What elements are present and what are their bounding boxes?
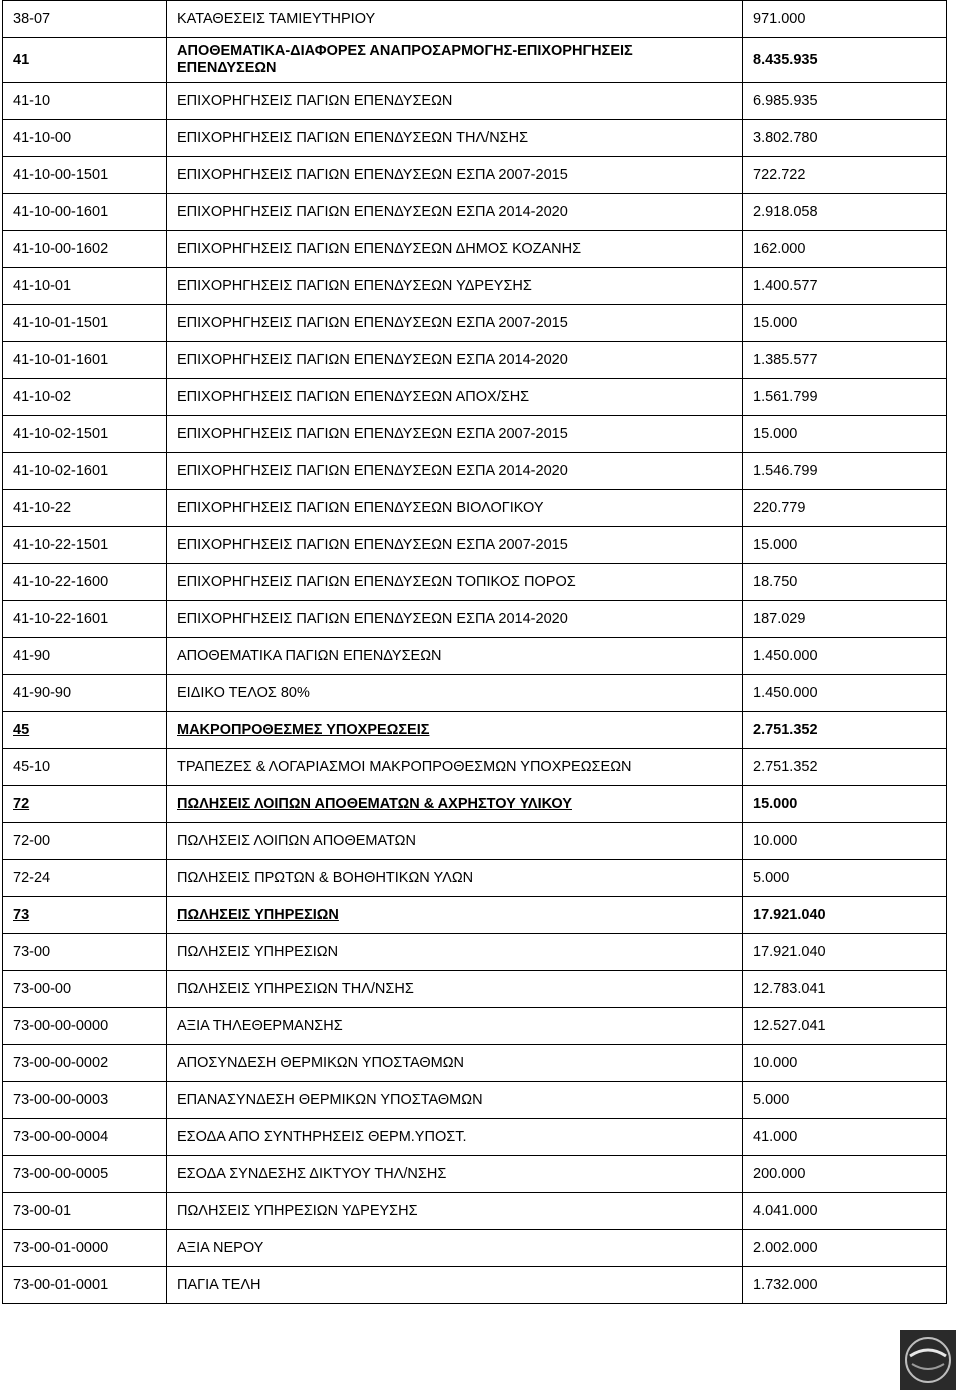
account-code-cell: 41-10-00-1501 xyxy=(3,157,167,194)
table-row xyxy=(3,1,947,38)
account-code-cell: 73-00-01-0001 xyxy=(3,1267,167,1304)
table-row xyxy=(3,1267,947,1304)
description-cell: ΠΩΛΗΣΕΙΣ ΥΠΗΡΕΣΙΩΝ xyxy=(167,934,743,971)
budget-table-body xyxy=(3,1,947,1304)
account-code-cell: 41-10-00 xyxy=(3,120,167,157)
amount-cell: 1.561.799 xyxy=(743,379,947,416)
account-code-cell: 41-10-02 xyxy=(3,379,167,416)
table-row xyxy=(3,1156,947,1193)
description-cell: ΕΠΙΧΟΡΗΓΗΣΕΙΣ ΠΑΓΙΩΝ ΕΠΕΝΔΥΣΕΩΝ ΤΗΛ/ΝΣΗΣ xyxy=(167,120,743,157)
table-row xyxy=(3,638,947,675)
description-cell: ΕΠΙΧΟΡΗΓΗΣΕΙΣ ΠΑΓΙΩΝ ΕΠΕΝΔΥΣΕΩΝ ΕΣΠΑ 2007-2015 xyxy=(167,527,743,564)
account-code-cell: 41-10-01-1601 xyxy=(3,342,167,379)
table-row xyxy=(3,749,947,786)
description-cell: ΕΙΔΙΚΟ ΤΕΛΟΣ 80% xyxy=(167,675,743,712)
account-code-cell: 41-10-00-1602 xyxy=(3,231,167,268)
description-cell: ΕΠΙΧΟΡΗΓΗΣΕΙΣ ΠΑΓΙΩΝ ΕΠΕΝΔΥΣΕΩΝ ΕΣΠΑ 2007-2015 xyxy=(167,305,743,342)
account-code-cell: 41-10-02-1601 xyxy=(3,453,167,490)
account-code-cell: 73-00-01 xyxy=(3,1193,167,1230)
account-code-cell: 41-10-02-1501 xyxy=(3,416,167,453)
amount-cell: 2.751.352 xyxy=(743,712,947,749)
description-cell: ΕΠΙΧΟΡΗΓΗΣΕΙΣ ΠΑΓΙΩΝ ΕΠΕΝΔΥΣΕΩΝ ΔΗΜΟΣ ΚΟΖΑΝΗΣ xyxy=(167,231,743,268)
account-code-cell: 41-10 xyxy=(3,83,167,120)
amount-cell: 3.802.780 xyxy=(743,120,947,157)
account-code-cell: 73-00 xyxy=(3,934,167,971)
amount-cell: 1.450.000 xyxy=(743,675,947,712)
table-row xyxy=(3,823,947,860)
amount-cell: 10.000 xyxy=(743,1045,947,1082)
description-cell: ΕΠΑΝΑΣΥΝΔΕΣΗ ΘΕΡΜΙΚΩΝ ΥΠΟΣΤΑΘΜΩΝ xyxy=(167,1082,743,1119)
description-cell: ΠΩΛΗΣΕΙΣ ΥΠΗΡΕΣΙΩΝ xyxy=(167,897,743,934)
amount-cell: 722.722 xyxy=(743,157,947,194)
table-row xyxy=(3,897,947,934)
table-row xyxy=(3,83,947,120)
account-code-cell: 73 xyxy=(3,897,167,934)
table-row xyxy=(3,1082,947,1119)
table-row xyxy=(3,601,947,638)
description-cell: ΤΡΑΠΕΖΕΣ & ΛΟΓΑΡΙΑΣΜΟΙ ΜΑΚΡΟΠΡΟΘΕΣΜΩΝ ΥΠΟΧΡΕΩΣΕΩΝ xyxy=(167,749,743,786)
description-cell: ΠΩΛΗΣΕΙΣ ΥΠΗΡΕΣΙΩΝ ΤΗΛ/ΝΣΗΣ xyxy=(167,971,743,1008)
amount-cell: 12.783.041 xyxy=(743,971,947,1008)
account-code-cell: 73-00-00-0004 xyxy=(3,1119,167,1156)
description-cell: ΠΩΛΗΣΕΙΣ ΛΟΙΠΩΝ ΑΠΟΘΕΜΑΤΩΝ xyxy=(167,823,743,860)
amount-cell: 2.918.058 xyxy=(743,194,947,231)
table-row xyxy=(3,1045,947,1082)
amount-cell: 12.527.041 xyxy=(743,1008,947,1045)
account-code-cell: 41-10-22 xyxy=(3,490,167,527)
table-row xyxy=(3,527,947,564)
table-row xyxy=(3,305,947,342)
account-code-cell: 73-00-01-0000 xyxy=(3,1230,167,1267)
description-cell: ΕΣΟΔΑ ΣΥΝΔΕΣΗΣ ΔΙΚΤΥΟΥ ΤΗΛ/ΝΣΗΣ xyxy=(167,1156,743,1193)
account-code-cell: 41-90 xyxy=(3,638,167,675)
amount-cell: 41.000 xyxy=(743,1119,947,1156)
amount-cell: 5.000 xyxy=(743,860,947,897)
table-row xyxy=(3,712,947,749)
amount-cell: 1.546.799 xyxy=(743,453,947,490)
account-code-cell: 41-10-22-1600 xyxy=(3,564,167,601)
amount-cell: 4.041.000 xyxy=(743,1193,947,1230)
description-cell: ΕΠΙΧΟΡΗΓΗΣΕΙΣ ΠΑΓΙΩΝ ΕΠΕΝΔΥΣΕΩΝ ΕΣΠΑ 2014-2020 xyxy=(167,601,743,638)
account-code-cell: 72-00 xyxy=(3,823,167,860)
description-cell: ΕΠΙΧΟΡΗΓΗΣΕΙΣ ΠΑΓΙΩΝ ΕΠΕΝΔΥΣΕΩΝ ΕΣΠΑ 2014-2020 xyxy=(167,342,743,379)
description-cell: ΑΠΟΘΕΜΑΤΙΚΑ ΠΑΓΙΩΝ ΕΠΕΝΔΥΣΕΩΝ xyxy=(167,638,743,675)
amount-cell: 10.000 xyxy=(743,823,947,860)
table-row xyxy=(3,157,947,194)
amount-cell: 17.921.040 xyxy=(743,897,947,934)
description-cell: ΕΠΙΧΟΡΗΓΗΣΕΙΣ ΠΑΓΙΩΝ ΕΠΕΝΔΥΣΕΩΝ ΒΙΟΛΟΓΙΚΟΥ xyxy=(167,490,743,527)
table-row xyxy=(3,786,947,823)
table-row xyxy=(3,38,947,83)
description-cell: ΜΑΚΡΟΠΡΟΘΕΣΜΕΣ ΥΠΟΧΡΕΩΣΕΙΣ xyxy=(167,712,743,749)
amount-cell: 15.000 xyxy=(743,305,947,342)
table-row xyxy=(3,1193,947,1230)
amount-cell: 17.921.040 xyxy=(743,934,947,971)
description-cell: ΑΠΟΘΕΜΑΤΙΚΑ-ΔΙΑΦΟΡΕΣ ΑΝΑΠΡΟΣΑΡΜΟΓΗΣ-ΕΠΙΧΟΡΗΓΗΣΕΙΣ ΕΠΕΝΔΥΣΕΩΝ xyxy=(167,38,743,83)
description-cell: ΑΠΟΣΥΝΔΕΣΗ ΘΕΡΜΙΚΩΝ ΥΠΟΣΤΑΘΜΩΝ xyxy=(167,1045,743,1082)
amount-cell: 6.985.935 xyxy=(743,83,947,120)
amount-cell: 220.779 xyxy=(743,490,947,527)
description-cell: ΕΣΟΔΑ ΑΠΟ ΣΥΝΤΗΡΗΣΕΙΣ ΘΕΡΜ.ΥΠΟΣΤ. xyxy=(167,1119,743,1156)
amount-cell: 15.000 xyxy=(743,527,947,564)
amount-cell: 15.000 xyxy=(743,786,947,823)
table-row xyxy=(3,120,947,157)
amount-cell: 1.450.000 xyxy=(743,638,947,675)
table-row xyxy=(3,1230,947,1267)
table-row xyxy=(3,342,947,379)
amount-cell: 18.750 xyxy=(743,564,947,601)
description-cell: ΕΠΙΧΟΡΗΓΗΣΕΙΣ ΠΑΓΙΩΝ ΕΠΕΝΔΥΣΕΩΝ ΕΣΠΑ 2007-2015 xyxy=(167,157,743,194)
amount-cell: 162.000 xyxy=(743,231,947,268)
account-code-cell: 73-00-00-0005 xyxy=(3,1156,167,1193)
amount-cell: 5.000 xyxy=(743,1082,947,1119)
account-code-cell: 72-24 xyxy=(3,860,167,897)
table-row xyxy=(3,379,947,416)
account-code-cell: 38-07 xyxy=(3,1,167,38)
amount-cell: 1.400.577 xyxy=(743,268,947,305)
account-code-cell: 45-10 xyxy=(3,749,167,786)
account-code-cell: 41 xyxy=(3,38,167,83)
description-cell: ΠΑΓΙΑ ΤΕΛΗ xyxy=(167,1267,743,1304)
table-row xyxy=(3,860,947,897)
amount-cell: 187.029 xyxy=(743,601,947,638)
account-code-cell: 73-00-00 xyxy=(3,971,167,1008)
amount-cell: 1.732.000 xyxy=(743,1267,947,1304)
table-row xyxy=(3,416,947,453)
description-cell: ΕΠΙΧΟΡΗΓΗΣΕΙΣ ΠΑΓΙΩΝ ΕΠΕΝΔΥΣΕΩΝ xyxy=(167,83,743,120)
description-cell: ΚΑΤΑΘΕΣΕΙΣ ΤΑΜΙΕΥΤΗΡΙΟΥ xyxy=(167,1,743,38)
account-code-cell: 72 xyxy=(3,786,167,823)
account-code-cell: 73-00-00-0003 xyxy=(3,1082,167,1119)
account-code-cell: 73-00-00-0002 xyxy=(3,1045,167,1082)
table-row xyxy=(3,564,947,601)
amount-cell: 15.000 xyxy=(743,416,947,453)
amount-cell: 2.002.000 xyxy=(743,1230,947,1267)
description-cell: ΑΞΙΑ ΝΕΡΟΥ xyxy=(167,1230,743,1267)
account-code-cell: 41-10-01 xyxy=(3,268,167,305)
description-cell: ΕΠΙΧΟΡΗΓΗΣΕΙΣ ΠΑΓΙΩΝ ΕΠΕΝΔΥΣΕΩΝ ΑΠΟΧ/ΣΗΣ xyxy=(167,379,743,416)
table-row xyxy=(3,231,947,268)
amount-cell: 971.000 xyxy=(743,1,947,38)
amount-cell: 200.000 xyxy=(743,1156,947,1193)
description-cell: ΕΠΙΧΟΡΗΓΗΣΕΙΣ ΠΑΓΙΩΝ ΕΠΕΝΔΥΣΕΩΝ ΕΣΠΑ 2014-2020 xyxy=(167,453,743,490)
account-code-cell: 45 xyxy=(3,712,167,749)
amount-cell: 8.435.935 xyxy=(743,38,947,83)
account-code-cell: 41-10-22-1501 xyxy=(3,527,167,564)
description-cell: ΕΠΙΧΟΡΗΓΗΣΕΙΣ ΠΑΓΙΩΝ ΕΠΕΝΔΥΣΕΩΝ ΥΔΡΕΥΣΗΣ xyxy=(167,268,743,305)
table-row xyxy=(3,268,947,305)
amount-cell: 1.385.577 xyxy=(743,342,947,379)
amount-cell: 2.751.352 xyxy=(743,749,947,786)
account-code-cell: 41-10-01-1501 xyxy=(3,305,167,342)
budget-table xyxy=(2,0,947,1304)
description-cell: ΠΩΛΗΣΕΙΣ ΛΟΙΠΩΝ ΑΠΟΘΕΜΑΤΩΝ & ΑΧΡΗΣΤΟΥ ΥΛΙΚΟΥ xyxy=(167,786,743,823)
table-row xyxy=(3,490,947,527)
table-row xyxy=(3,1008,947,1045)
description-cell: ΕΠΙΧΟΡΗΓΗΣΕΙΣ ΠΑΓΙΩΝ ΕΠΕΝΔΥΣΕΩΝ ΤΟΠΙΚΟΣ ΠΟΡΟΣ xyxy=(167,564,743,601)
table-row xyxy=(3,453,947,490)
account-code-cell: 41-90-90 xyxy=(3,675,167,712)
account-code-cell: 41-10-22-1601 xyxy=(3,601,167,638)
table-row xyxy=(3,971,947,1008)
account-code-cell: 41-10-00-1601 xyxy=(3,194,167,231)
table-row xyxy=(3,675,947,712)
table-row xyxy=(3,934,947,971)
description-cell: ΠΩΛΗΣΕΙΣ ΥΠΗΡΕΣΙΩΝ ΥΔΡΕΥΣΗΣ xyxy=(167,1193,743,1230)
description-cell: ΑΞΙΑ ΤΗΛΕΘΕΡΜΑΝΣΗΣ xyxy=(167,1008,743,1045)
table-row xyxy=(3,1119,947,1156)
description-cell: ΕΠΙΧΟΡΗΓΗΣΕΙΣ ΠΑΓΙΩΝ ΕΠΕΝΔΥΣΕΩΝ ΕΣΠΑ 2007-2015 xyxy=(167,416,743,453)
account-code-cell: 73-00-00-0000 xyxy=(3,1008,167,1045)
seal-logo xyxy=(900,1330,956,1390)
description-cell: ΠΩΛΗΣΕΙΣ ΠΡΩΤΩΝ & ΒΟΗΘΗΤΙΚΩΝ ΥΛΩΝ xyxy=(167,860,743,897)
table-row xyxy=(3,194,947,231)
description-cell: ΕΠΙΧΟΡΗΓΗΣΕΙΣ ΠΑΓΙΩΝ ΕΠΕΝΔΥΣΕΩΝ ΕΣΠΑ 2014-2020 xyxy=(167,194,743,231)
